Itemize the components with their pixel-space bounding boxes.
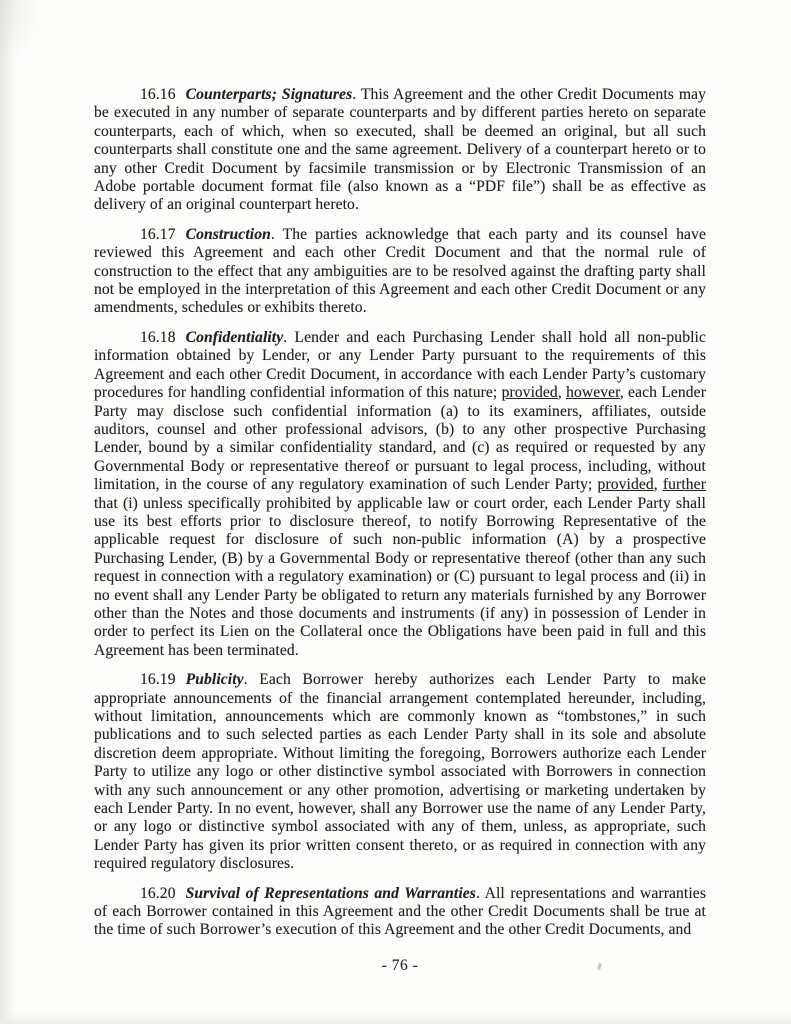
text-run-number: 16.18 [140, 328, 176, 346]
text-run-normal: . This Agreement and the other Credit Documents may be executed in any number of separate counterparts and by different parties hereto on separate counterparts, each of which, when so executed, shall be deemed an original, but all such counterparts shall constitute one and the same agreement. Delivery of a counterpart hereto or to any other Credit Document by facsimile transmission or by Electronic Transmission of an Adobe portable document format file (also known as a “PDF file”) shall be as effective as delivery of an original counterpart hereto. [94, 86, 706, 214]
text-run-number: 16.16 [140, 86, 176, 103]
text-run-normal: . Each Borrower hereby authorizes each Lender Party to make appropriate announcements of the financial arrangement contemplated hereunder, including, without limitation, announcements which are commonly known as “tombstones,” in such publications and to such selected parties as each Lender Party shall in its sole and absolute discretion deem appropriate. Without limiting the foregoing, Borrowers authorize each Lender Party to utilize any logo or other distinctive symbol associated with Borrowers in connection with any such announcement or any other promotion, advertising or marketing undertaken by each Lender Party. In no event, however, shall any Borrower use the name of any Lender Party, or any logo or distinctive symbol associated with any of them, unless, as appropriate, such Lender Party has given its prior written consent thereto, or as required in connection with any required regulatory disclosures. [94, 671, 706, 873]
text-run-normal: , [557, 384, 567, 402]
scan-edge-shading-corner [0, 0, 40, 70]
section-16-16-counterparts-signatures [94, 86, 706, 215]
text-run-number: 16.20 [140, 884, 176, 902]
text-run-underline: provided [501, 384, 558, 402]
text-run-title: Survival of Representations and Warranties [185, 884, 476, 902]
text-run-normal: . Lender and each Purchasing Lender shall hold all non-public information obtained by Lender, or any Lender Party pursuant to the requirements of this Agreement and each other Credit Document, in accordance with each Lender Party’s customary procedures for handling confidential information of this nature; [94, 328, 706, 402]
text-run-normal: , [653, 476, 663, 494]
text-run-underline: provided [597, 476, 654, 494]
text-run-title: Confidentiality [185, 328, 284, 346]
text-run-underline: further [662, 476, 706, 494]
text-run-number: 16.17 [140, 225, 176, 243]
section-16-18-confidentiality [94, 329, 706, 660]
text-run-title: Counterparts; Signatures [185, 86, 353, 103]
document-body [94, 86, 706, 951]
scan-edge-shading-left [0, 0, 16, 1024]
text-run-normal: . All representations and warranties of each Borrower contained in this Agreement and the other Credit Documents shall be true at the time of such Borrower’s execution of this Agreement and the other Credit Documents, and [94, 884, 706, 939]
section-16-17-construction [94, 226, 706, 318]
text-run-underline: however [566, 384, 620, 402]
text-run-normal: that (i) unless specifically prohibited by applicable law or court order, each Lender Party shall use its best efforts prior to disclosure thereof, to notify Borrowing Representative of the applicable request for disclosure of such non-public information (A) by a prospective Purchasing Lender, (B) by a Governmental Body or representative thereof (other than any such request in connection with a regulatory examination) or (C) pursuant to legal process and (ii) in no event shall any Lender Party be obligated to return any materials furnished by any Borrower other than the Notes and those documents and instruments (if any) in possession of Lender in order to perfect its Lien on the Collateral once the Obligations have been paid in full and this Agreement has been terminated. [94, 494, 706, 659]
text-run-normal: , each Lender Party may disclose such confidential information (a) to its examiners, affiliates, outside auditors, counsel and other professional advisors, (b) to any other prospective Purchasing Lender, bound by a similar confidentiality standard, and (c) as required or requested by any Governmental Body or representative thereof or pursuant to legal process, including, without limitation, in the course of any regulatory examination of such Lender Party; [94, 384, 706, 494]
text-run-number: 16.19 [140, 671, 176, 689]
text-run-title: Publicity [185, 671, 244, 689]
text-run-normal: . The parties acknowledge that each party and its counsel have reviewed this Agreement and each other Credit Document and that the normal rule of construction to the effect that any ambiguities are to be resolved against the drafting party shall not be employed in the interpretation of this Agreement and each other Credit Document or any amendments, schedules or exhibits thereto. [94, 225, 706, 317]
section-16-19-publicity [94, 671, 706, 873]
scan-edge-shading-bottom [0, 1012, 791, 1024]
page-number: - 76 - [381, 957, 419, 974]
section-16-20-survival-of-representations [94, 885, 706, 940]
text-run-title: Construction [185, 225, 271, 243]
